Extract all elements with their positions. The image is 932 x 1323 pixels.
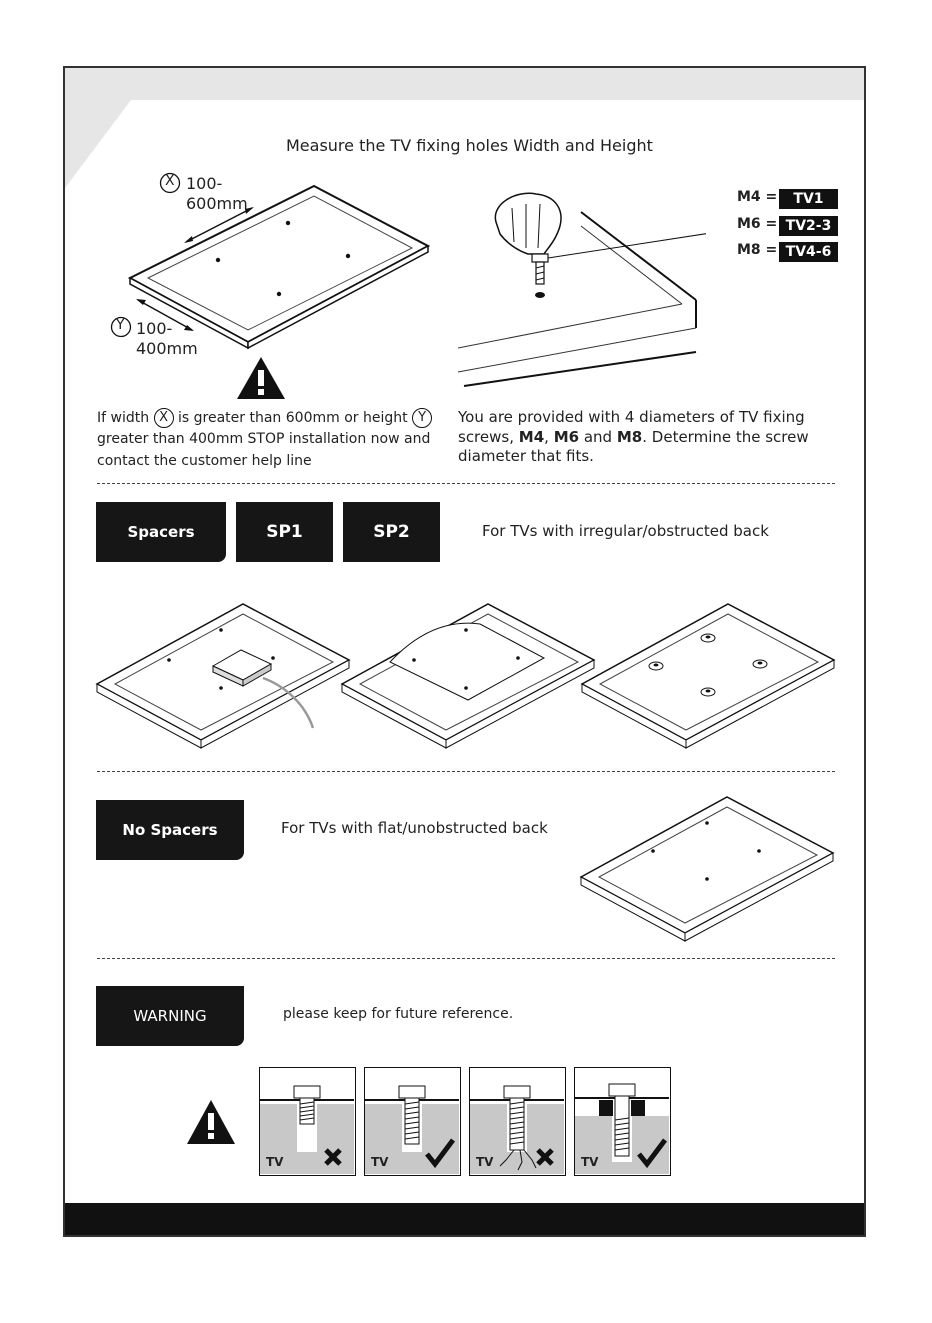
tv-back-diagram-1 bbox=[95, 600, 353, 750]
sp1-box: SP1 bbox=[236, 502, 333, 562]
tv-back-diagram-2 bbox=[340, 600, 598, 750]
spacers-desc: For TVs with irregular/obstructed back bbox=[482, 522, 769, 540]
tv-label: TV bbox=[266, 1155, 284, 1169]
no-spacers-box: No Spacers bbox=[96, 800, 244, 860]
screws-text-line2 bbox=[458, 427, 809, 448]
stop-text-line3: contact the customer help line bbox=[97, 453, 312, 469]
divider-3 bbox=[97, 958, 835, 959]
tv-label: TV bbox=[371, 1155, 389, 1169]
divider-1 bbox=[97, 483, 835, 484]
top-band bbox=[65, 68, 864, 100]
warning-triangle-icon bbox=[236, 356, 286, 400]
screws-text-line3: diameter that fits. bbox=[458, 447, 594, 465]
tv4-6-badge: TV4-6 bbox=[779, 242, 838, 262]
screws-text-2a: screws, bbox=[458, 428, 514, 446]
m4-label: M4 = bbox=[737, 189, 778, 205]
tv1-badge: TV1 bbox=[779, 189, 838, 209]
screws-m8: M8 bbox=[616, 428, 643, 446]
screws-text-2b: . Determine the screw bbox=[642, 428, 809, 446]
stop-text-line1 bbox=[97, 408, 432, 429]
screw-panel-1 bbox=[259, 1067, 356, 1176]
stop-text-1b: is greater than 600mm or height bbox=[178, 410, 408, 426]
screws-and: and bbox=[583, 428, 613, 446]
bottom-band bbox=[65, 1203, 864, 1235]
y-inline-circle: Y bbox=[412, 408, 432, 428]
tv-label: TV bbox=[581, 1155, 599, 1169]
y-range-line1: 100- bbox=[136, 319, 173, 338]
screws-comma: , bbox=[544, 428, 549, 446]
screws-m6: M6 bbox=[553, 428, 580, 446]
screw-panel-2 bbox=[364, 1067, 461, 1176]
x-inline-circle: X bbox=[154, 408, 174, 428]
m8-label: M8 = bbox=[737, 242, 778, 258]
stop-text-1a: If width bbox=[97, 410, 150, 426]
screw-panel-4 bbox=[574, 1067, 671, 1176]
page-title: Measure the TV fixing holes Width and Height bbox=[286, 136, 653, 155]
tv2-3-badge: TV2-3 bbox=[779, 216, 838, 236]
stop-text-line2: greater than 400mm STOP installation now and bbox=[97, 431, 431, 447]
screw-hand-diagram bbox=[456, 182, 706, 392]
y-range-line2: 400mm bbox=[136, 339, 198, 358]
x-label: X bbox=[165, 173, 175, 189]
warning-triangle-icon bbox=[186, 1099, 236, 1145]
x-range-line1: 100- bbox=[186, 174, 223, 193]
tv-label: TV bbox=[476, 1155, 494, 1169]
sp2-box: SP2 bbox=[343, 502, 440, 562]
x-range-line2: 600mm bbox=[186, 194, 248, 213]
divider-2 bbox=[97, 771, 835, 772]
m6-label: M6 = bbox=[737, 216, 778, 232]
screws-text-line1: You are provided with 4 diameters of TV fixing bbox=[458, 408, 805, 426]
tv-back-diagram-3 bbox=[580, 600, 838, 750]
y-label: Y bbox=[116, 317, 125, 333]
spacers-box: Spacers bbox=[96, 502, 226, 562]
screws-m4: M4 bbox=[518, 428, 545, 446]
warning-box: WARNING bbox=[96, 986, 244, 1046]
no-spacers-desc: For TVs with flat/unobstructed back bbox=[281, 819, 548, 837]
tv-back-diagram-flat bbox=[579, 793, 837, 943]
screw-panel-3 bbox=[469, 1067, 566, 1176]
warning-desc: please keep for future reference. bbox=[283, 1006, 514, 1022]
